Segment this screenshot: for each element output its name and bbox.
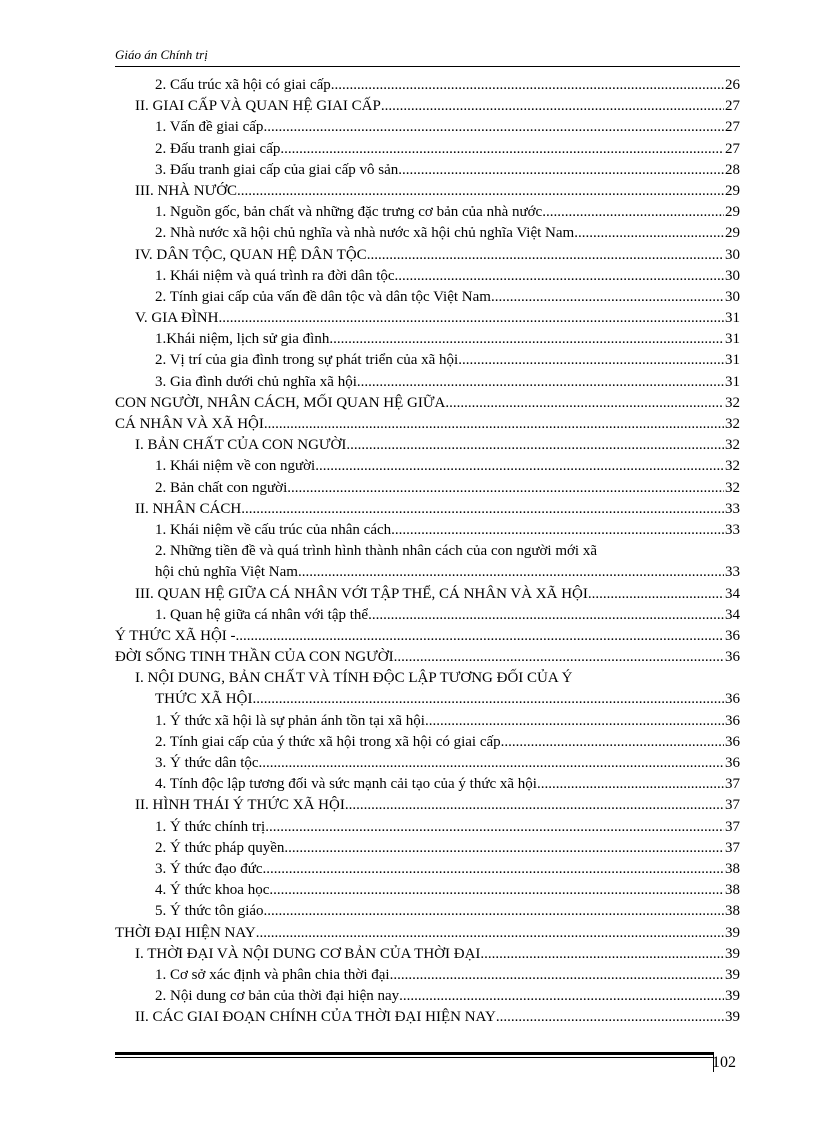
toc-entry-title: 2. Cấu trúc xã hội có giai cấp (155, 77, 331, 93)
toc-entry-title: II. GIAI CẤP VÀ QUAN HỆ GIAI CẤP (135, 98, 381, 115)
dot-leader (394, 647, 724, 668)
toc-entry-title: 1.Khái niệm, lịch sử gia đình (155, 331, 330, 348)
toc-page-number: 36 (725, 755, 740, 772)
toc-entry-title: CON NGƯỜI, NHÂN CÁCH, MỐI QUAN HỆ GIỮA (115, 394, 446, 411)
toc-entry[interactable] (115, 287, 740, 308)
toc-page-number: 31 (725, 310, 740, 327)
toc-page-number: 37 (725, 839, 740, 856)
toc-entry[interactable] (115, 181, 740, 202)
dot-leader (262, 859, 724, 880)
dot-leader (399, 986, 724, 1007)
toc-page-number: 29 (725, 225, 740, 242)
toc-entry-title: ĐỜI SỐNG TINH THẦN CỦA CON NGƯỜI (115, 649, 394, 666)
toc-entry-title: 1. Cơ sở xác định và phân chia thời đại (155, 966, 390, 983)
toc-entry-title: 3. Gia đình dưới chủ nghĩa xã hội (155, 373, 357, 390)
toc-page-number: 27 (725, 119, 740, 136)
toc-entry-title-continued: THỨC XÃ HỘI (155, 691, 253, 708)
dot-leader (346, 435, 724, 456)
toc-page-number: 28 (725, 161, 740, 178)
toc-entry[interactable] (115, 795, 740, 816)
toc-page-number: 32 (725, 394, 740, 411)
dot-leader (367, 245, 724, 266)
toc-entry[interactable] (115, 75, 740, 96)
toc-entry-title: 2. Ý thức pháp quyền (155, 839, 285, 856)
toc-page-number: 39 (725, 1009, 740, 1026)
toc-entry-title: 4. Ý thức khoa học (155, 882, 270, 899)
dot-leader (395, 266, 724, 287)
toc-entry-title: 1. Vấn đề giai cấp (155, 119, 264, 136)
dot-leader (537, 774, 724, 795)
toc-entry[interactable] (115, 880, 740, 901)
toc-page-number: 30 (725, 246, 740, 263)
dot-leader (588, 584, 724, 605)
page-number: 102 (712, 1054, 736, 1071)
footer-rule-thin (115, 1057, 713, 1058)
dot-leader (574, 223, 724, 244)
dot-leader (390, 965, 724, 986)
toc-entry-title: 1. Ý thức chính trị (155, 818, 266, 835)
table-of-contents (115, 75, 740, 1029)
dot-leader (329, 329, 724, 350)
toc-entry-title: 3. Đấu tranh giai cấp của giai cấp vô sản (155, 161, 399, 178)
toc-page-number: 36 (725, 649, 740, 666)
header-rule (115, 66, 740, 67)
toc-page-number: 39 (725, 945, 740, 962)
dot-leader (241, 499, 724, 520)
toc-entry[interactable] (115, 372, 740, 393)
dot-leader (284, 838, 724, 859)
toc-entry[interactable] (115, 626, 740, 647)
running-header: Giáo án Chính trị (115, 47, 208, 62)
toc-entry[interactable] (115, 435, 740, 456)
toc-entry[interactable] (115, 96, 740, 117)
dot-leader (345, 795, 724, 816)
toc-entry-title: 2. Những tiền đề và quá trình hình thành nhân cách của con người mới xã (155, 543, 598, 560)
toc-entry[interactable] (115, 838, 740, 859)
dot-leader (331, 75, 724, 96)
dot-leader (368, 605, 724, 626)
toc-entry[interactable] (115, 414, 740, 435)
dot-leader (287, 478, 724, 499)
toc-entry[interactable] (115, 393, 740, 414)
toc-entry-title-continued: hội chủ nghĩa Việt Nam (155, 564, 298, 581)
toc-entry[interactable] (115, 245, 740, 266)
toc-page-number: 38 (725, 903, 740, 920)
toc-entry-title: 5. Ý thức tôn giáo (155, 903, 264, 920)
toc-page-number: 34 (725, 585, 740, 602)
toc-page-number: 29 (725, 182, 740, 199)
toc-entry-title: CÁ NHÂN VÀ XÃ HỘI (115, 416, 264, 432)
toc-page-number: 29 (725, 204, 740, 221)
dot-leader (264, 414, 724, 435)
toc-entry-title: 2. Nhà nước xã hội chủ nghĩa và nhà nước xã hội chủ nghĩa Việt Nam (155, 225, 575, 242)
toc-page-number: 38 (725, 882, 740, 899)
toc-page-number: 30 (725, 288, 740, 305)
toc-entry-title: 1. Khái niệm về con người (155, 458, 316, 475)
dot-leader (264, 901, 724, 922)
dot-leader (458, 350, 724, 371)
toc-entry[interactable] (115, 647, 740, 668)
toc-entry[interactable] (115, 478, 740, 499)
toc-entry-title: 1. Khái niệm về cấu trúc của nhân cách (155, 521, 392, 538)
toc-page-number: 31 (725, 331, 740, 348)
dot-leader (398, 160, 724, 181)
toc-page-number: 36 (725, 712, 740, 729)
toc-page-number: 33 (725, 564, 740, 581)
toc-entry-title: 4. Tính độc lập tương đối và sức mạnh cải tạo của ý thức xã hội (155, 776, 537, 793)
toc-entry-title: I. THỜI ĐẠI VÀ NỘI DUNG CƠ BẢN CỦA THỜI ĐẠI (135, 945, 481, 962)
toc-entry-title: 1. Khái niệm và quá trình ra đời dân tộc (155, 267, 395, 284)
toc-page-number: 36 (725, 627, 740, 644)
toc-page-number: 39 (725, 924, 740, 941)
toc-page-number: 37 (725, 818, 740, 835)
dot-leader (542, 202, 724, 223)
toc-entry-title: I. BẢN CHẤT CỦA CON NGƯỜI (135, 437, 347, 454)
toc-entry[interactable] (115, 139, 740, 160)
toc-page-number: 30 (725, 267, 740, 284)
dot-leader (480, 944, 724, 965)
toc-entry-title: 2. Tính giai cấp của ý thức xã hội trong xã hội có giai cấp (155, 733, 501, 750)
dot-leader (298, 562, 724, 583)
toc-page-number: 31 (725, 373, 740, 390)
dot-leader (496, 1007, 724, 1028)
toc-page-number: 27 (725, 140, 740, 157)
dot-leader (425, 711, 724, 732)
toc-entry-title: 2. Đấu tranh giai cấp (155, 140, 281, 157)
toc-entry-title: 2. Nội dung cơ bản của thời đại hiện nay (155, 988, 400, 1005)
dot-leader (357, 372, 724, 393)
toc-entry[interactable] (115, 266, 740, 287)
toc-entry[interactable] (115, 350, 740, 371)
toc-entry-title: III. QUAN HỆ GIỮA CÁ NHÂN VỚI TẬP THỂ, CÁ NHÂN VÀ XÃ HỘI (135, 585, 588, 602)
dot-leader (315, 456, 724, 477)
toc-entry[interactable] (115, 605, 740, 626)
dot-leader (381, 96, 724, 117)
dot-leader (237, 181, 724, 202)
toc-entry-title: V. GIA ĐÌNH (135, 310, 219, 327)
dot-leader (491, 287, 724, 308)
toc-entry[interactable] (115, 817, 740, 838)
toc-entry-title: 1. Ý thức xã hội là sự phản ánh tồn tại xã hội (155, 712, 425, 729)
toc-page-number: 39 (725, 966, 740, 983)
toc-entry[interactable] (115, 160, 740, 181)
toc-page-number: 36 (725, 733, 740, 750)
dot-leader (218, 308, 724, 329)
toc-entry-title: II. NHÂN CÁCH (135, 500, 242, 517)
footer-rule-thick (115, 1052, 713, 1055)
toc-page-number: 36 (725, 691, 740, 708)
toc-entry[interactable] (115, 923, 740, 944)
toc-entry[interactable] (115, 308, 740, 329)
toc-entry-title: II. HÌNH THÁI Ý THỨC XÃ HỘI (135, 797, 345, 814)
dot-leader (445, 393, 724, 414)
dot-leader (256, 923, 724, 944)
dot-leader (269, 880, 724, 901)
toc-entry-title: Ý THỨC XÃ HỘI - (115, 627, 236, 644)
toc-entry-title: II. CÁC GIAI ĐOẠN CHÍNH CỦA THỜI ĐẠI HIỆN NAY (135, 1009, 496, 1026)
toc-entry[interactable] (115, 117, 740, 138)
toc-page-number: 39 (725, 988, 740, 1005)
toc-entry[interactable] (115, 223, 740, 244)
toc-page-number: 26 (725, 77, 740, 93)
toc-entry-title: 3. Ý thức đạo đức (155, 861, 263, 877)
toc-entry[interactable] (115, 732, 740, 753)
toc-page-number: 32 (725, 458, 740, 475)
dot-leader (265, 817, 724, 838)
toc-entry-title: IV. DÂN TỘC, QUAN HỆ DÂN TỘC (135, 246, 367, 263)
toc-entry[interactable] (115, 774, 740, 795)
toc-entry[interactable] (115, 202, 740, 223)
toc-entry-title: 1. Nguồn gốc, bản chất và những đặc trưng cơ bản của nhà nước (155, 204, 543, 221)
toc-entry-title: I. NỘI DUNG, BẢN CHẤT VÀ TÍNH ĐỘC LẬP TƯƠNG ĐỐI CỦA Ý (135, 670, 573, 687)
dot-leader (263, 117, 724, 138)
toc-page-number: 32 (725, 479, 740, 496)
dot-leader (280, 139, 724, 160)
toc-entry-title: 1. Quan hệ giữa cá nhân với tập thể (155, 606, 369, 623)
toc-page-number: 27 (725, 98, 740, 115)
toc-entry[interactable] (115, 901, 740, 922)
toc-entry[interactable] (115, 753, 740, 774)
toc-entry-title: 2. Vị trí của gia đình trong sự phát triển của xã hội (155, 352, 459, 369)
toc-page-number: 38 (725, 861, 740, 877)
dot-leader (391, 520, 724, 541)
toc-page-number: 32 (725, 416, 740, 432)
toc-entry[interactable] (115, 329, 740, 350)
toc-page-number: 31 (725, 352, 740, 369)
toc-page-number: 33 (725, 500, 740, 517)
toc-page-number: 32 (725, 437, 740, 454)
toc-entry[interactable] (115, 584, 740, 605)
toc-entry[interactable] (115, 986, 740, 1007)
toc-page-number: 33 (725, 521, 740, 538)
toc-entry[interactable] (115, 859, 740, 880)
toc-entry-title: 2. Bản chất con người (155, 479, 288, 496)
toc-page-number: 37 (725, 797, 740, 814)
toc-entry[interactable] (115, 668, 740, 710)
dot-leader (252, 689, 724, 710)
toc-entry[interactable] (115, 520, 740, 541)
toc-page-number: 37 (725, 776, 740, 793)
toc-entry[interactable] (115, 711, 740, 732)
toc-entry[interactable] (115, 1007, 740, 1028)
dot-leader (236, 626, 724, 647)
toc-entry[interactable] (115, 944, 740, 965)
toc-entry[interactable] (115, 965, 740, 986)
dot-leader (259, 753, 724, 774)
toc-entry-title: III. NHÀ NƯỚC (135, 182, 238, 199)
toc-entry-title: 2. Tính giai cấp của vấn đề dân tộc và dân tộc Việt Nam (155, 288, 491, 305)
toc-page-number: 34 (725, 606, 740, 623)
toc-entry[interactable] (115, 456, 740, 477)
toc-entry-title: 3. Ý thức dân tộc (155, 755, 259, 772)
toc-entry[interactable] (115, 499, 740, 520)
toc-entry[interactable] (115, 541, 740, 583)
toc-entry-title: THỜI ĐẠI HIỆN NAY (115, 924, 256, 941)
dot-leader (501, 732, 724, 753)
